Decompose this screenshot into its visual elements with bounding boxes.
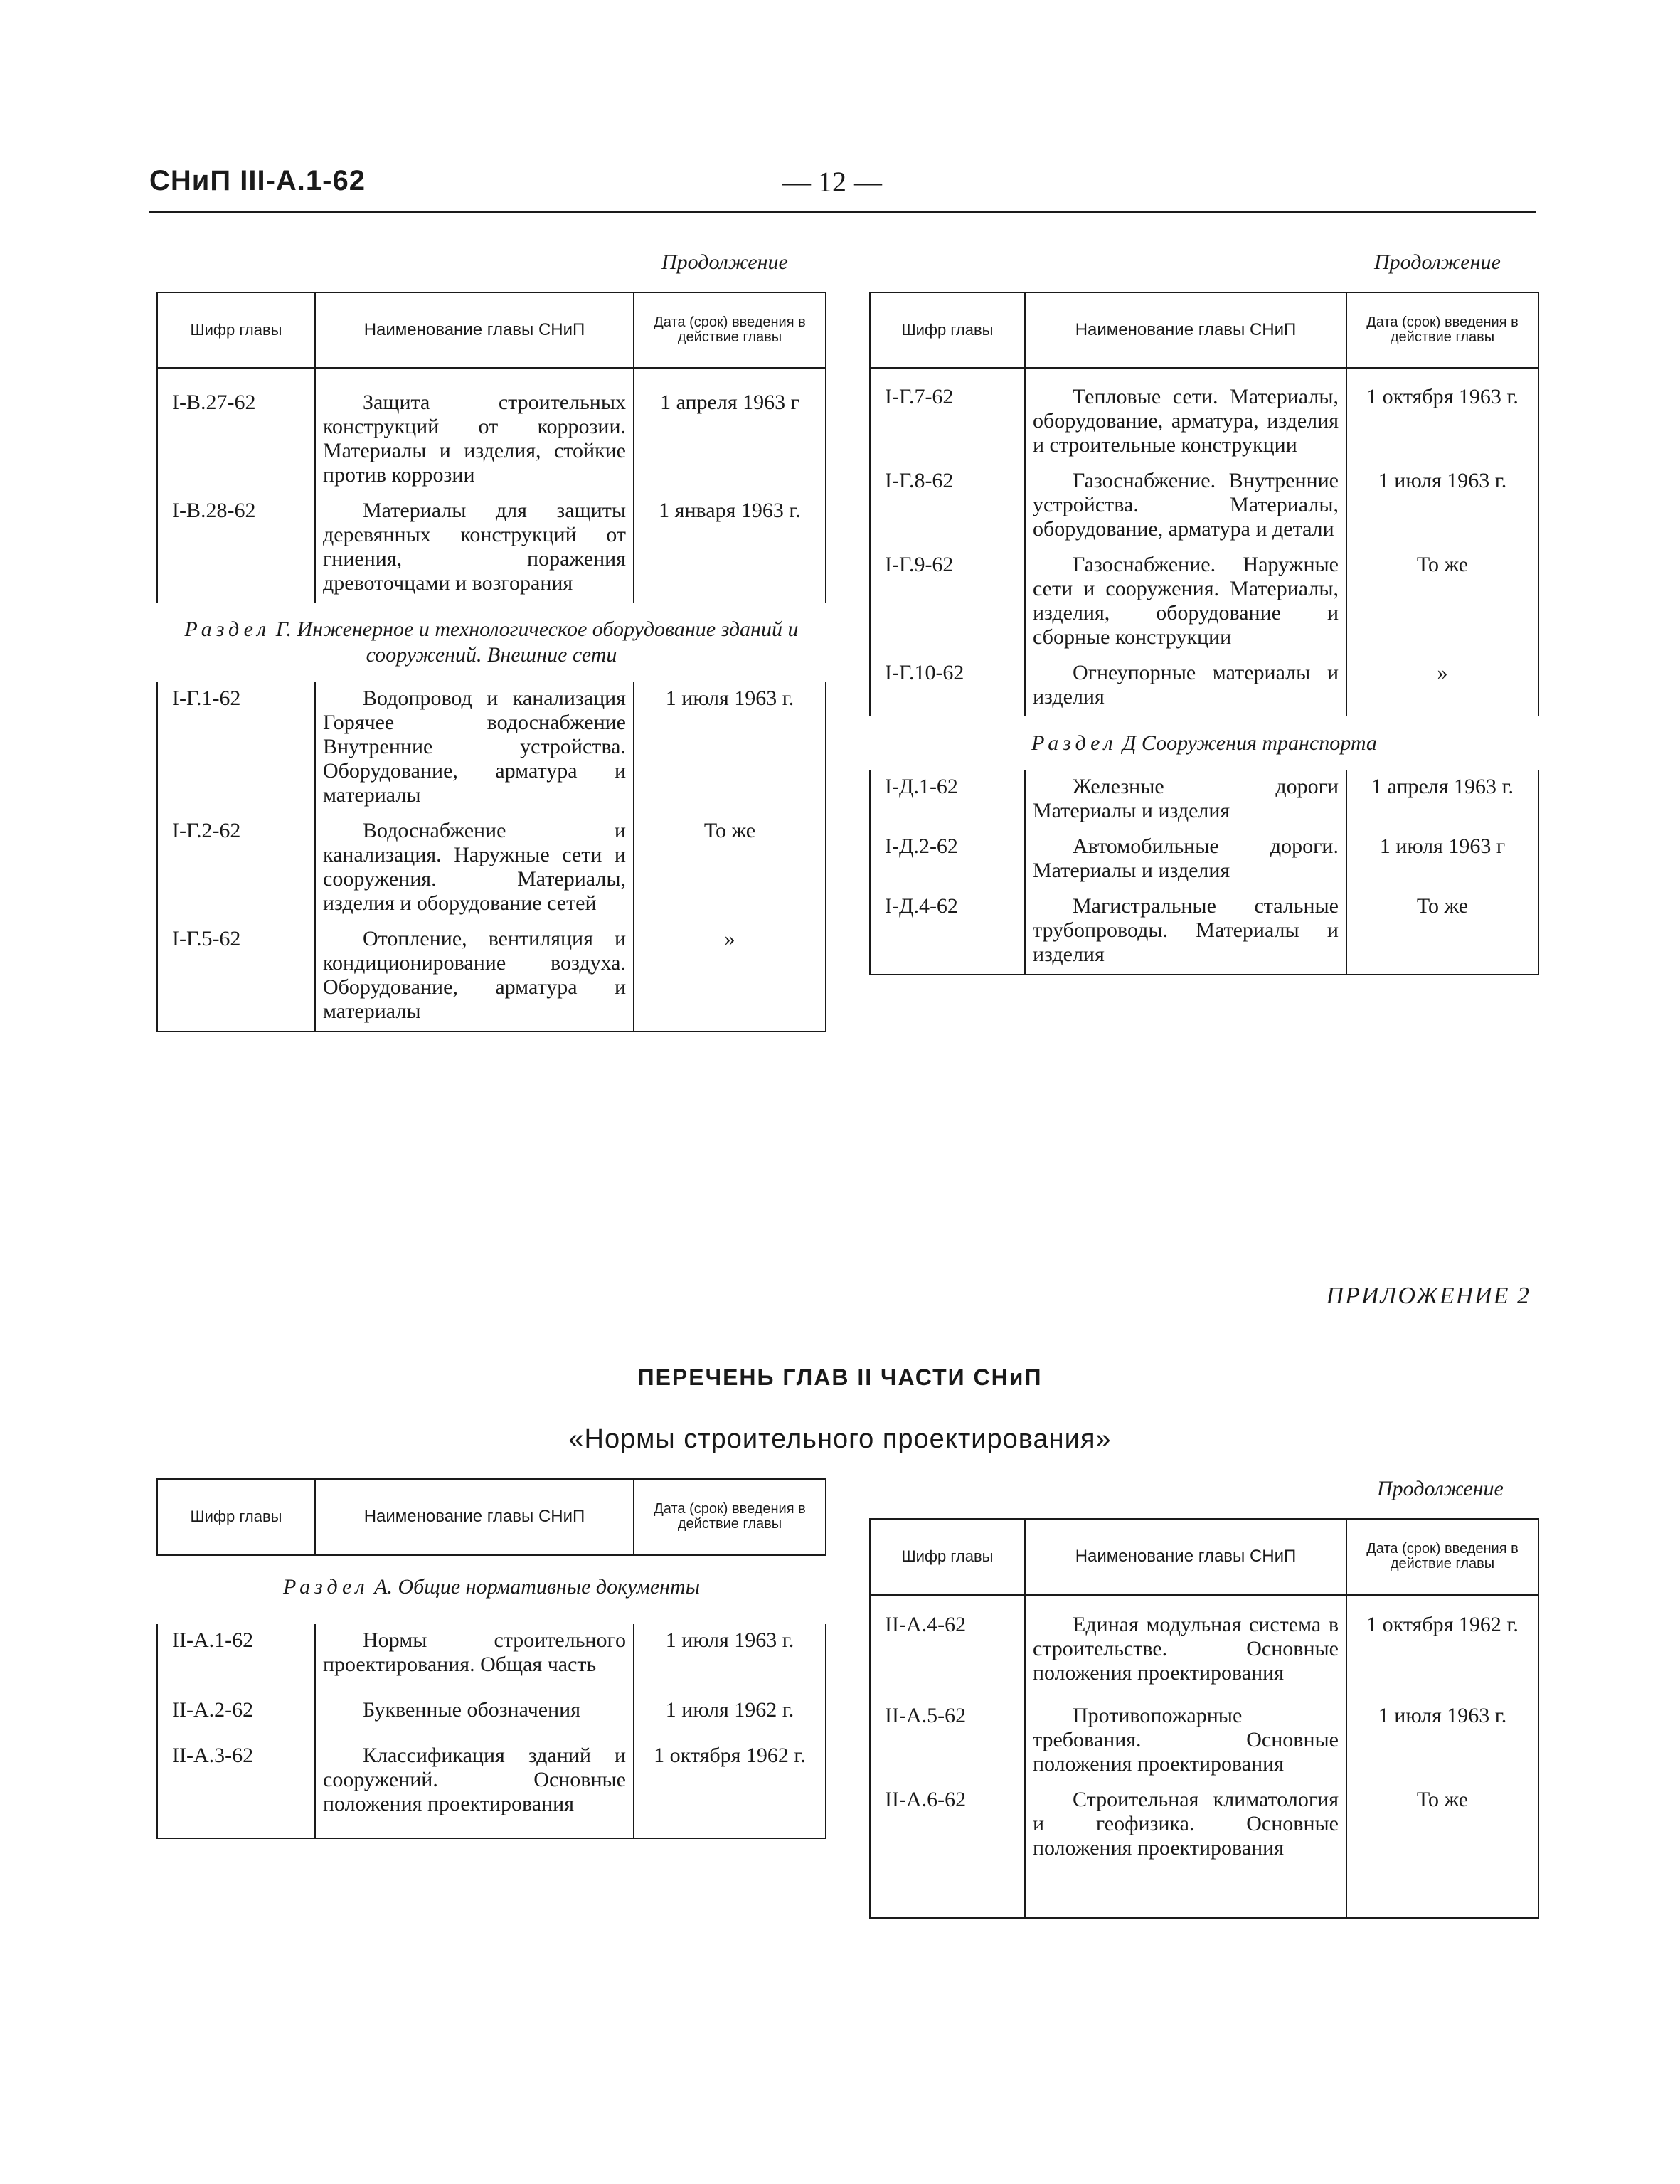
effective-date: 1 июля 1962 г. (634, 1694, 826, 1739)
section-heading-row (870, 716, 1538, 770)
column-header-name: Наименование главы СНиП (315, 292, 634, 368)
column-header-name: Наименование главы СНиП (1025, 1519, 1346, 1594)
effective-date: 1 января 1963 г. (634, 494, 826, 603)
table-row (157, 923, 826, 1032)
chapter-code: I-В.28-62 (157, 494, 315, 603)
table-row (870, 1608, 1538, 1700)
chapter-name: Газоснабжение. Внутренние устройства. Материалы, оборудование, арматура и детали (1025, 465, 1346, 548)
chapter-code: I-В.27-62 (157, 386, 315, 494)
section-title: Г. Инженерное и технологическое оборудование зданий и сооружений. Внешние сети (275, 617, 799, 667)
chapter-code: II-А.3-62 (157, 1739, 315, 1838)
document-code: СНиП III-А.1-62 (149, 165, 366, 196)
chapter-name: Водопровод и канализация Горячее водоснабжение Внутренние устройства. Оборудование, арматура и материалы (315, 682, 634, 815)
chapter-name: Строительная климатология и геофизика. Основные положения проектирования (1025, 1783, 1346, 1918)
table-row (870, 381, 1538, 465)
table-row (157, 494, 826, 603)
chapter-code: I-Г.2-62 (157, 815, 315, 923)
chapter-code: I-Д.1-62 (870, 770, 1025, 830)
column-header-name: Наименование главы СНиП (315, 1479, 634, 1554)
chapter-code: II-А.2-62 (157, 1694, 315, 1739)
chapters-table-top-right (869, 292, 1539, 975)
chapter-name: Защита строительных конструкций от коррозии. Материалы и изделия, стойкие против коррозии (315, 386, 634, 494)
chapter-code: I-Г.1-62 (157, 682, 315, 815)
section-heading-row (157, 1554, 826, 1624)
effective-date: 1 апреля 1963 г. (1346, 770, 1538, 830)
chapters-table-bottom-left (156, 1478, 826, 1839)
column-header-date: Дата (срок) введения в действие главы (634, 292, 826, 368)
table-row (870, 830, 1538, 890)
appendix-label: ПРИЛОЖЕНИЕ 2 (1326, 1283, 1531, 1309)
effective-date: 1 октября 1962 г. (634, 1739, 826, 1838)
column-header-date: Дата (срок) введения в действие главы (1346, 1519, 1538, 1594)
section-title: А. Общие нормативные документы (374, 1574, 701, 1599)
chapter-name: Тепловые сети. Материалы, оборудование, арматура, изделия и строительные конструкции (1025, 381, 1346, 465)
section-heading-row (157, 603, 826, 682)
chapter-code: I-Г.8-62 (870, 465, 1025, 548)
chapter-code: I-Д.4-62 (870, 890, 1025, 975)
column-header-code: Шифр главы (157, 1479, 315, 1554)
table-row (870, 1700, 1538, 1783)
column-header-date: Дата (срок) введения в действие главы (634, 1479, 826, 1554)
chapters-table-top-left (156, 292, 826, 1032)
appendix-subtitle: «Нормы строительного проектирования» (568, 1424, 1112, 1454)
chapter-name: Магистральные стальные трубопроводы. Материалы и изделия (1025, 890, 1346, 975)
chapter-code: II-А.4-62 (870, 1608, 1025, 1700)
table-row (157, 386, 826, 494)
chapter-name: Классификация зданий и сооружений. Основные положения проектирования (315, 1739, 634, 1838)
column-header-code: Шифр главы (870, 1519, 1025, 1594)
chapter-name: Единая модульная система в строительстве. Основные положения проектирования (1025, 1608, 1346, 1700)
chapter-code: I-Г.10-62 (870, 657, 1025, 716)
table-row (870, 1783, 1538, 1918)
chapter-code: I-Д.2-62 (870, 830, 1025, 890)
table-row (870, 657, 1538, 716)
effective-date: 1 июля 1963 г. (634, 682, 826, 815)
table-row (870, 770, 1538, 830)
chapter-code: II-А.5-62 (870, 1700, 1025, 1783)
effective-date: » (1346, 657, 1538, 716)
effective-date: » (634, 923, 826, 1032)
chapters-table-bottom-right (869, 1518, 1539, 1919)
appendix-title: ПЕРЕЧЕНЬ ГЛАВ II ЧАСТИ СНиП (637, 1364, 1043, 1390)
chapter-name: Нормы строительного проектирования. Общая часть (315, 1624, 634, 1694)
section-title: Д Сооружения транспорта (1122, 731, 1377, 755)
section-word: Раздел (282, 1574, 369, 1599)
table-row (157, 1624, 826, 1694)
chapter-name: Автомобильные дороги. Материалы и изделия (1025, 830, 1346, 890)
column-header-date: Дата (срок) введения в действие главы (1346, 292, 1538, 368)
chapter-name: Противопожарные требования. Основные положения проектирования (1025, 1700, 1346, 1783)
chapter-code: I-Г.5-62 (157, 923, 315, 1032)
effective-date: То же (1346, 548, 1538, 657)
chapter-name: Буквенные обозначения (315, 1694, 634, 1739)
column-header-name: Наименование главы СНиП (1025, 292, 1346, 368)
effective-date: 1 июля 1963 г. (634, 1624, 826, 1694)
column-header-code: Шифр главы (870, 292, 1025, 368)
chapter-name: Огнеупорные материалы и изделия (1025, 657, 1346, 716)
column-header-code: Шифр главы (157, 292, 315, 368)
effective-date: То же (1346, 890, 1538, 975)
effective-date: 1 октября 1962 г. (1346, 1608, 1538, 1700)
page-number: — 12 — (782, 166, 882, 198)
table-row (157, 1694, 826, 1739)
continuation-label: Продолжение (1377, 1477, 1504, 1500)
chapter-code: I-Г.9-62 (870, 548, 1025, 657)
chapter-code: II-А.1-62 (157, 1624, 315, 1694)
chapter-name: Газоснабжение. Наружные сети и сооружения. Материалы, изделия, оборудование и сборные конструкции (1025, 548, 1346, 657)
chapter-name: Железные дороги Материалы и изделия (1025, 770, 1346, 830)
table-row (870, 890, 1538, 975)
table-row (157, 682, 826, 815)
effective-date: То же (1346, 1783, 1538, 1918)
section-word: Раздел (1031, 731, 1117, 755)
chapter-code: II-А.6-62 (870, 1783, 1025, 1918)
section-word: Раздел (184, 617, 271, 641)
effective-date: 1 июля 1963 г. (1346, 1700, 1538, 1783)
table-row (870, 548, 1538, 657)
table-row (157, 815, 826, 923)
effective-date: 1 апреля 1963 г (634, 386, 826, 494)
table-row (157, 1739, 826, 1838)
chapter-code: I-Г.7-62 (870, 381, 1025, 465)
effective-date: 1 октября 1963 г. (1346, 381, 1538, 465)
header-rule (149, 211, 1536, 213)
chapter-name: Водоснабжение и канализация. Наружные сети и сооружения. Материалы, изделия и оборудование сетей (315, 815, 634, 923)
chapter-name: Материалы для защиты деревянных конструкций от гниения, поражения древоточцами и возгорания (315, 494, 634, 603)
chapter-name: Отопление, вентиляция и кондиционирование воздуха. Оборудование, арматура и материалы (315, 923, 634, 1032)
effective-date: 1 июля 1963 г (1346, 830, 1538, 890)
effective-date: 1 июля 1963 г. (1346, 465, 1538, 548)
continuation-label: Продолжение (661, 250, 788, 274)
continuation-label: Продолжение (1374, 250, 1501, 274)
table-row (870, 465, 1538, 548)
effective-date: То же (634, 815, 826, 923)
